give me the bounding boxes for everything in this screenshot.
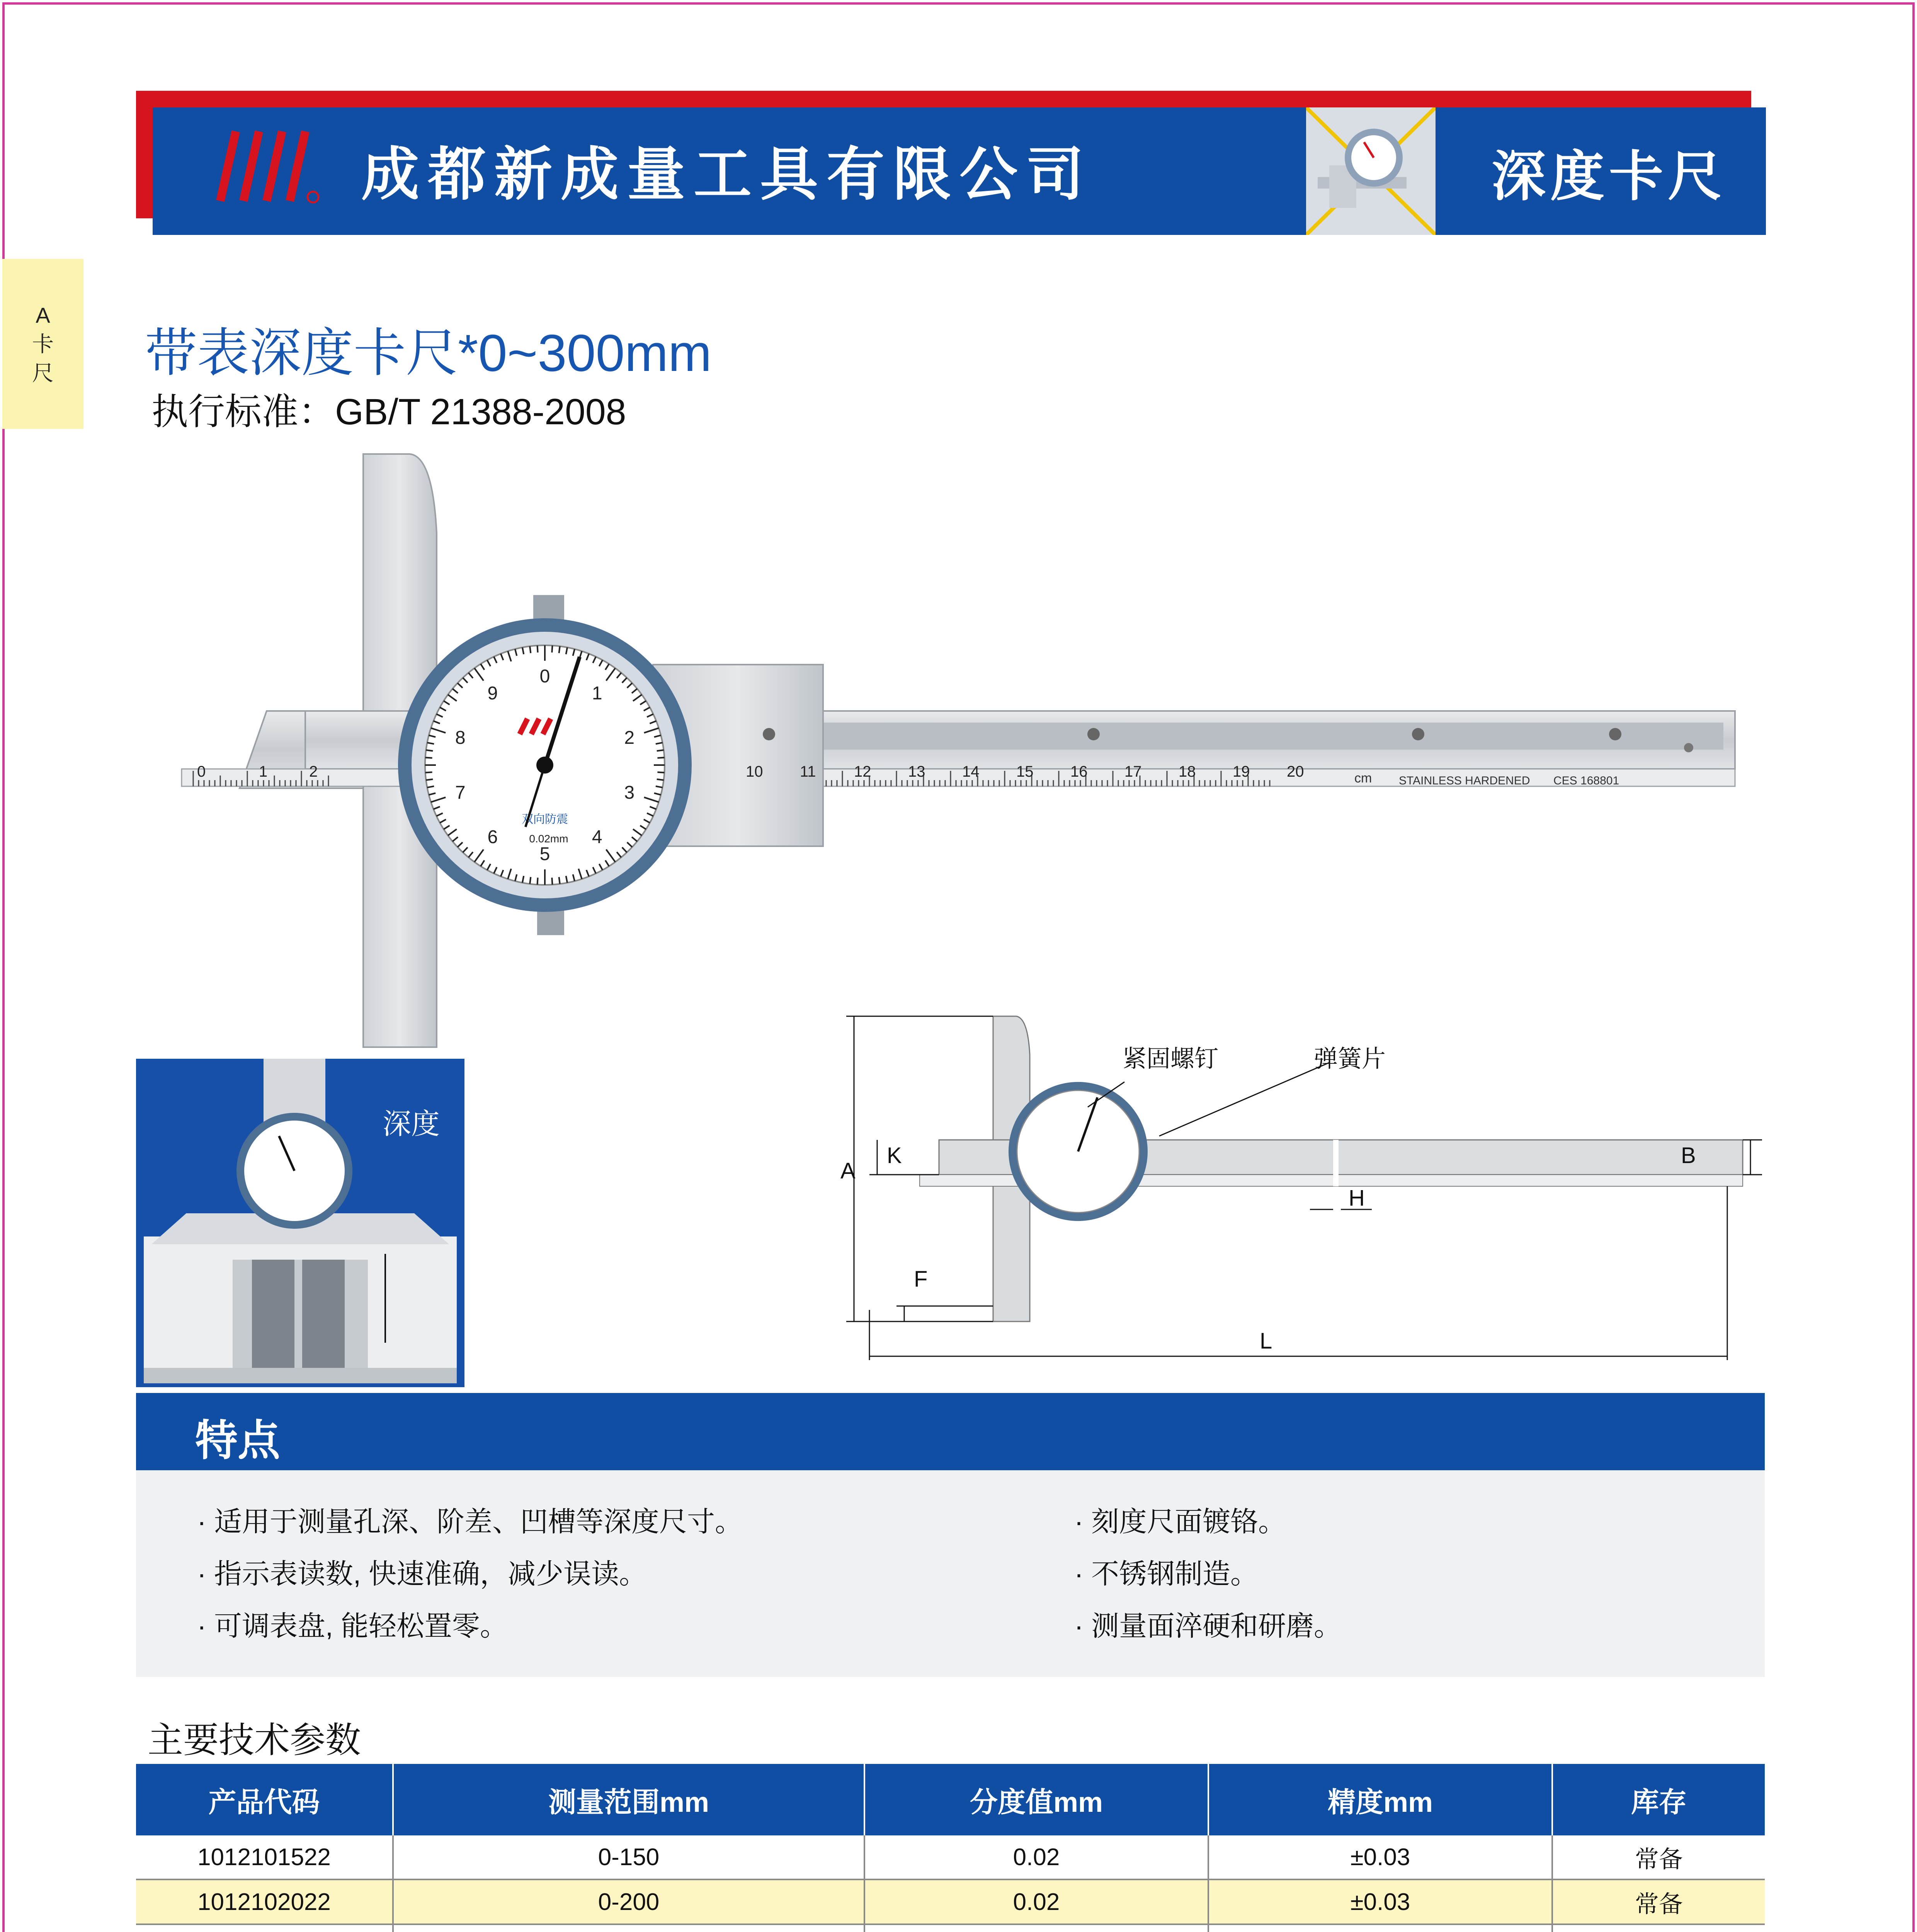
scale-text: STAINLESS HARDENED	[1399, 774, 1530, 787]
dim-label-f: F	[914, 1267, 928, 1292]
cell-code: 1012102022	[136, 1879, 393, 1924]
dim-label-l: L	[1260, 1328, 1272, 1354]
scale-serial: CES 168801	[1553, 774, 1619, 787]
specs-table	[136, 1764, 1765, 1932]
dim-label-b: B	[1681, 1143, 1696, 1168]
feature-item: · 测量面淬硬和研磨。	[1074, 1611, 1342, 1642]
scale-num-11: 11	[800, 763, 816, 780]
cell-resolution	[864, 1924, 1208, 1932]
scale-num-13: 13	[908, 763, 925, 780]
feature-item: · 适用于测量孔深、阶差、凹槽等深度尺寸。	[197, 1507, 743, 1537]
specs-header-stock: 库存	[1552, 1764, 1765, 1835]
feature-item: · 刻度尺面镀铬。	[1074, 1507, 1286, 1537]
scale-num-12: 12	[854, 763, 871, 780]
dial-number: 4	[592, 827, 602, 848]
label-spring-plate: 弹簧片	[1314, 1046, 1386, 1072]
dim-label-h: H	[1349, 1185, 1365, 1211]
dial-number: 2	[624, 727, 635, 748]
features-header	[136, 1393, 1765, 1470]
category-thumbnail	[1306, 107, 1436, 235]
feature-item: · 指示表读数, 快速准确，减少误读。	[197, 1559, 647, 1590]
side-tab-label-2: 尺	[32, 361, 54, 385]
category-title: 深度卡尺	[1492, 146, 1727, 207]
table-row[interactable]	[136, 1835, 1765, 1879]
product-title: 带表深度卡尺*0~300mm	[145, 324, 712, 382]
cell-stock	[1552, 1924, 1765, 1932]
table-row[interactable]	[136, 1924, 1765, 1932]
dial-number: 0	[539, 666, 550, 687]
cell-accuracy: ±0.03	[1208, 1835, 1552, 1879]
scale-num-0: 0	[197, 763, 206, 780]
dial-number: 6	[487, 827, 498, 848]
side-tab-letter: A	[36, 303, 50, 327]
cell-resolution: 0.02	[864, 1879, 1208, 1924]
inset-label: 深度	[383, 1108, 440, 1140]
scale-num-14: 14	[962, 763, 980, 780]
dial-text: 双向防震	[522, 813, 568, 826]
features-title: 特点	[195, 1417, 280, 1464]
scale-num-18: 18	[1179, 763, 1196, 780]
cell-range	[393, 1924, 864, 1932]
cell-range: 0-150	[393, 1835, 864, 1879]
scale-unit: cm	[1354, 771, 1372, 786]
feature-item: · 不锈钢制造。	[1074, 1559, 1258, 1590]
dim-label-a: A	[840, 1158, 856, 1184]
scale-num-15: 15	[1016, 763, 1034, 780]
feature-item: · 可调表盘, 能轻松置零。	[197, 1611, 508, 1642]
cell-accuracy: ±0.03	[1208, 1879, 1552, 1924]
specs-header-resolution: 分度值mm	[864, 1764, 1208, 1835]
specs-header-code: 产品代码	[136, 1764, 393, 1835]
dim-label-k: K	[887, 1143, 902, 1168]
company-name: 成都新成量工具有限公司	[361, 142, 1093, 207]
cell-code	[136, 1924, 393, 1932]
table-row[interactable]	[136, 1879, 1765, 1924]
scale-num-1: 1	[259, 763, 268, 780]
company-logo-icon	[209, 124, 325, 209]
dial-number: 7	[455, 782, 466, 803]
cell-stock: 常备	[1552, 1879, 1765, 1924]
specs-header-range: 测量范围mm	[393, 1764, 864, 1835]
side-tab-caliper[interactable]	[2, 259, 83, 429]
cell-accuracy	[1208, 1924, 1552, 1932]
dial-number: 1	[592, 683, 602, 704]
dial-number: 8	[455, 727, 466, 748]
dial-number: 9	[487, 683, 498, 704]
dial-number: 5	[539, 844, 550, 864]
scale-num-16: 16	[1070, 763, 1088, 780]
scale-num-19: 19	[1233, 763, 1250, 780]
product-standard: 执行标准：GB/T 21388-2008	[151, 391, 626, 432]
scale-num-2: 2	[309, 763, 318, 780]
dial-value: 0.02mm	[529, 833, 568, 845]
cell-stock: 常备	[1552, 1835, 1765, 1879]
cell-resolution: 0.02	[864, 1835, 1208, 1879]
product-photo	[170, 440, 1762, 1051]
cell-range: 0-200	[393, 1879, 864, 1924]
dimension-drawing	[831, 1009, 1766, 1379]
specs-header-row	[136, 1764, 1765, 1835]
label-lock-screw: 紧固螺钉	[1123, 1046, 1219, 1072]
specs-title: 主要技术参数	[148, 1721, 361, 1760]
cell-code: 1012101522	[136, 1835, 393, 1879]
dial-number: 3	[624, 782, 635, 803]
specs-header-accuracy: 精度mm	[1208, 1764, 1552, 1835]
scale-num-17: 17	[1124, 763, 1142, 780]
scale-num-20: 20	[1287, 763, 1304, 780]
side-tab-label-1: 卡	[32, 332, 54, 356]
scale-num-10: 10	[746, 763, 763, 780]
